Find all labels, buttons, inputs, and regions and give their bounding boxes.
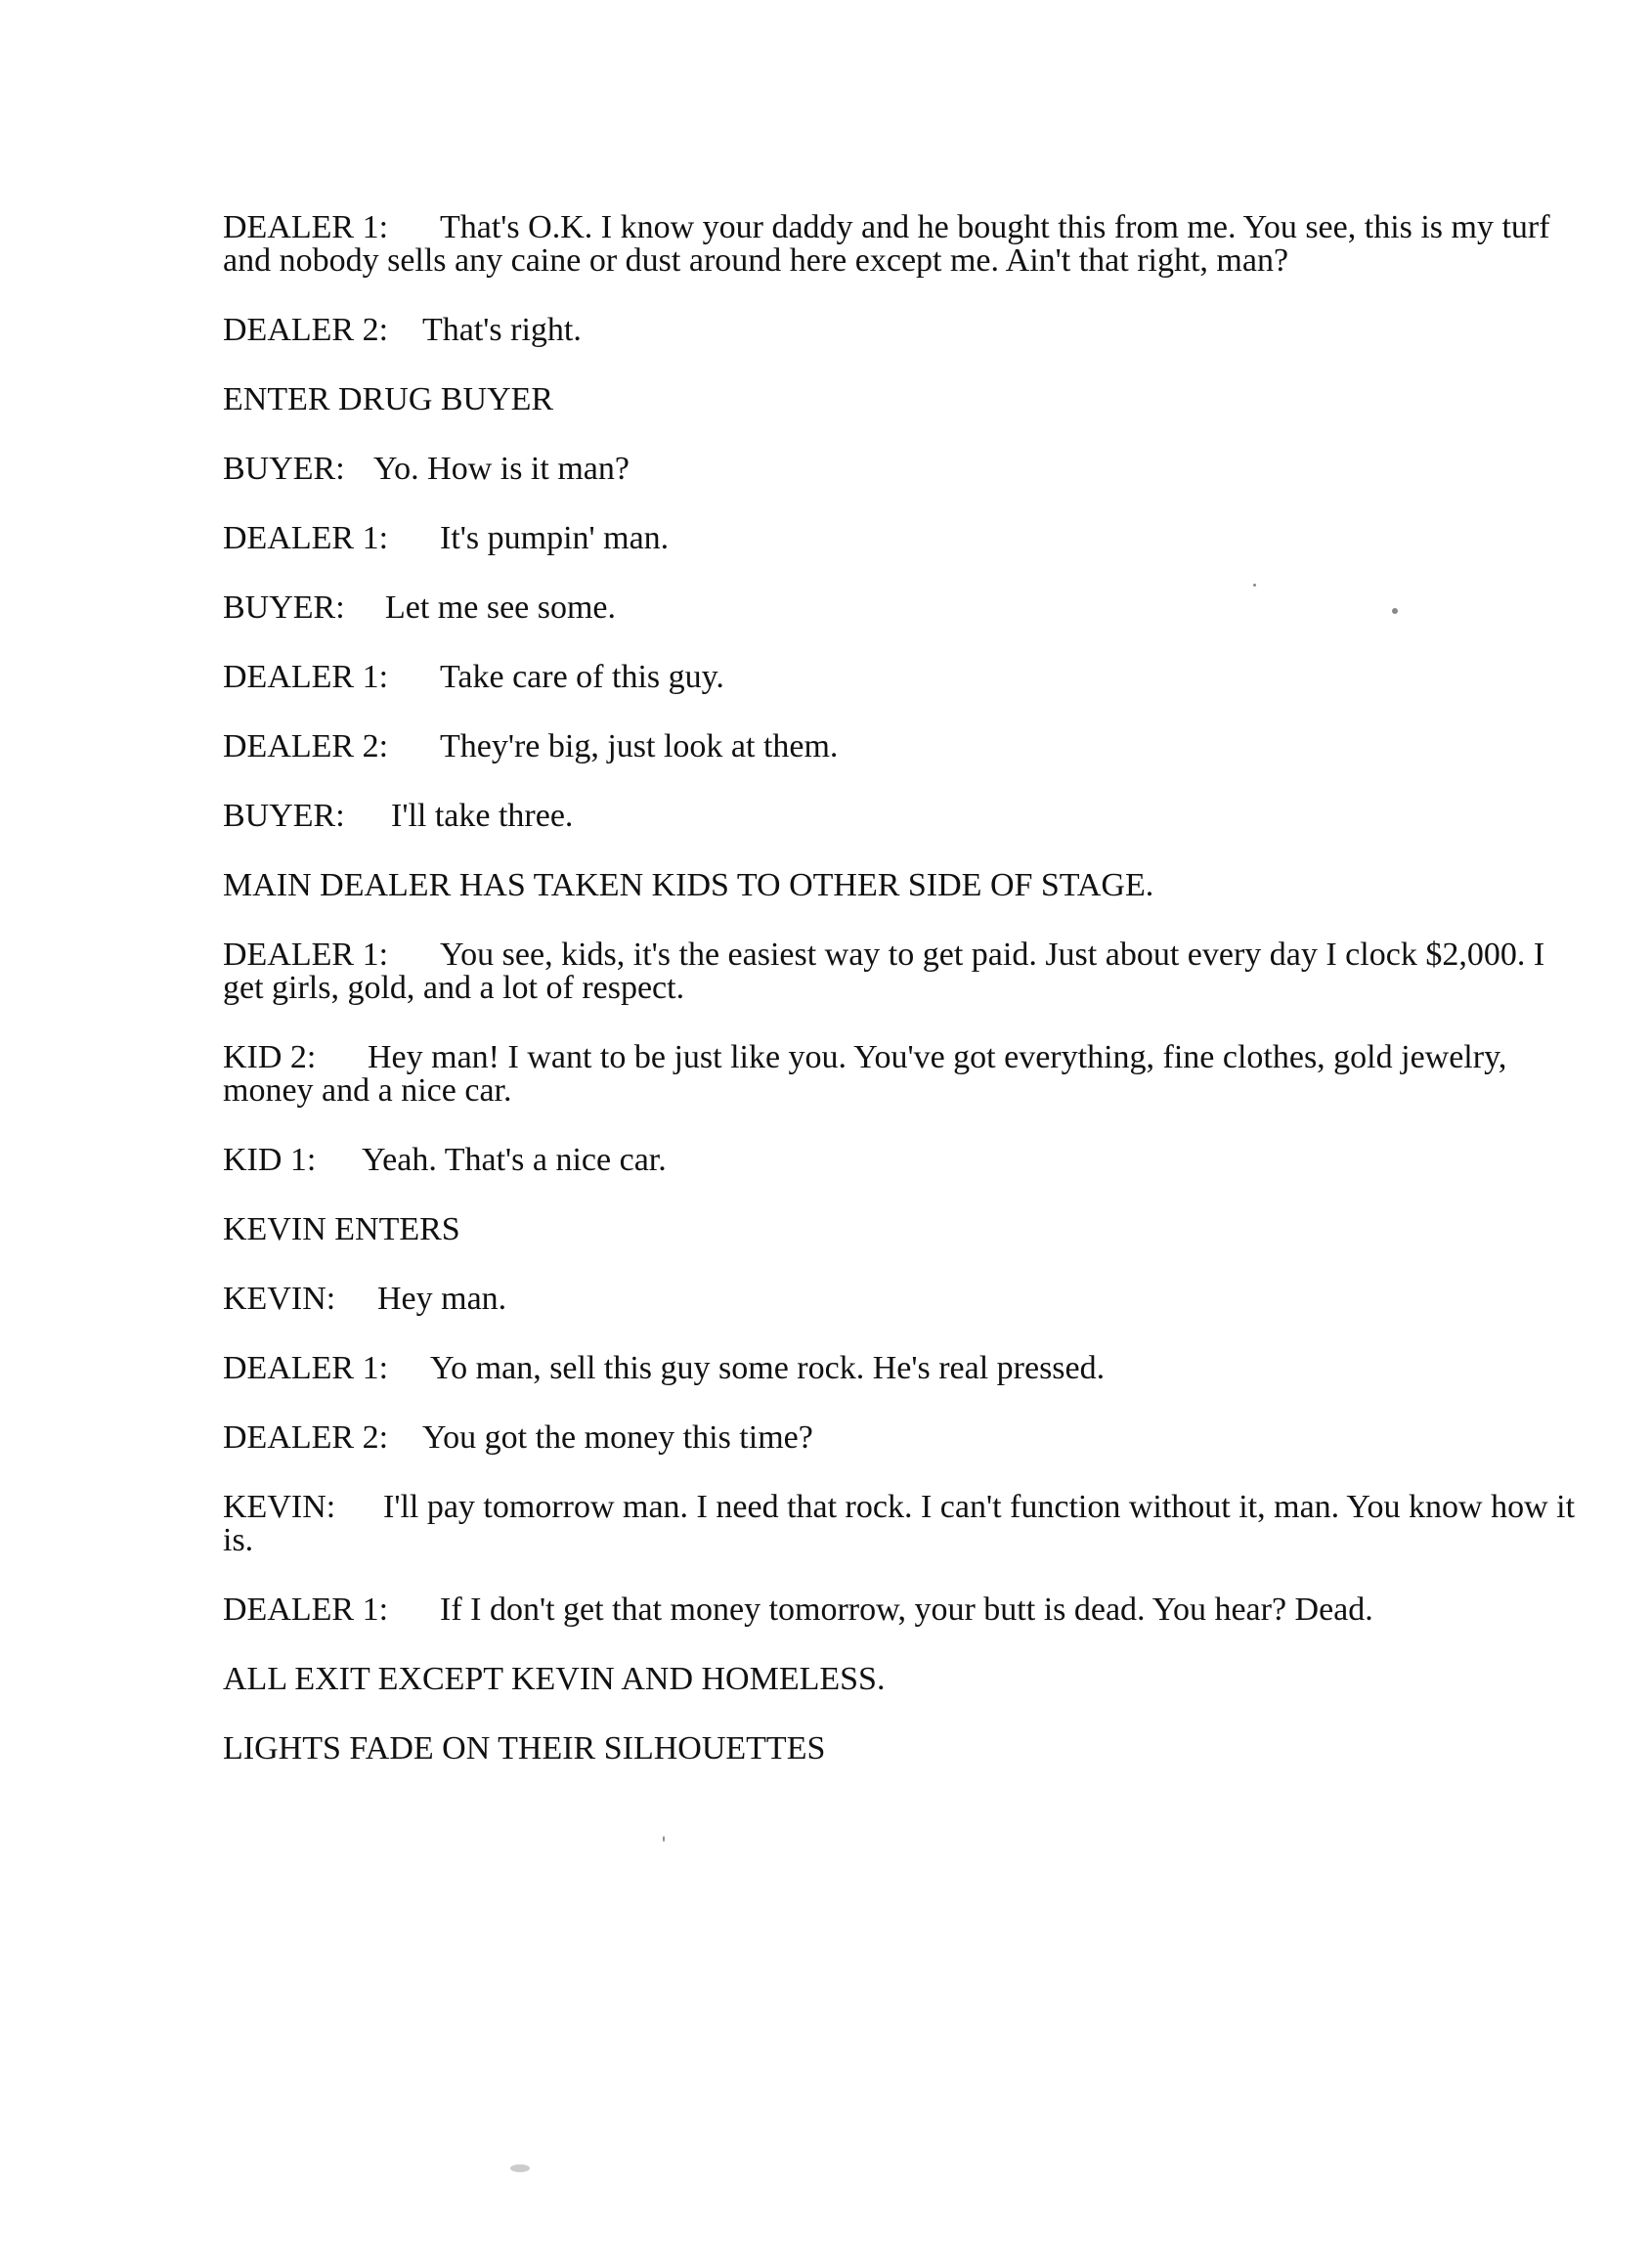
script-body [223, 211, 1591, 1802]
dialogue-text: I'll take three. [391, 798, 574, 834]
speaker-name: KEVIN: [223, 1489, 336, 1525]
dialogue-line [223, 1352, 1591, 1385]
dialogue-line [223, 938, 1591, 1005]
speaker-name: DEALER 2: [223, 728, 389, 764]
dialogue-text: That's O.K. I know your daddy and he bought this from me. You see, this is my turf and nobody sells any caine or dust around here except me. Ain't that right, man? [223, 209, 1550, 279]
speaker-name: DEALER 1: [223, 659, 389, 695]
dialogue-text: I'll pay tomorrow man. I need that rock. I can't function without it, man. You know how it is. [223, 1489, 1576, 1558]
dialogue-text: It's pumpin' man. [440, 520, 670, 556]
speaker-name: DEALER 1: [223, 209, 389, 245]
dialogue-text: Yeah. That's a nice car. [362, 1142, 667, 1178]
dialogue-line [223, 1491, 1591, 1557]
dialogue-text: Yo man, sell this guy some rock. He's real pressed. [430, 1350, 1106, 1386]
stage-direction: KEVIN ENTERS [223, 1211, 460, 1247]
dialogue-line [223, 591, 1591, 625]
dialogue-text: You see, kids, it's the easiest way to get paid. Just about every day I clock $2,000. I get girls, gold, and a lot of respect. [223, 937, 1545, 1006]
dialogue-line [223, 522, 1591, 555]
dialogue-text: If I don't get that money tomorrow, your butt is dead. You hear? Dead. [440, 1592, 1373, 1628]
speaker-name: DEALER 2: [223, 1419, 389, 1456]
scan-speck [663, 1836, 665, 1842]
scan-speck [510, 2164, 530, 2172]
dialogue-line [223, 211, 1591, 278]
dialogue-line [223, 730, 1591, 763]
dialogue-text: Let me see some. [385, 589, 617, 626]
speaker-name: BUYER: [223, 798, 345, 834]
speaker-name: DEALER 2: [223, 312, 389, 348]
dialogue-text: They're big, just look at them. [440, 728, 839, 764]
speaker-name: DEALER 1: [223, 520, 389, 556]
stage-direction: ENTER DRUG BUYER [223, 381, 554, 417]
dialogue-line [223, 314, 1591, 347]
speaker-name: DEALER 1: [223, 1350, 389, 1386]
speaker-name: BUYER: [223, 451, 345, 487]
scan-speck [1392, 608, 1398, 614]
stage-direction: MAIN DEALER HAS TAKEN KIDS TO OTHER SIDE OF STAGE. [223, 867, 1154, 903]
speaker-name: BUYER: [223, 589, 345, 626]
dialogue-text: Take care of this guy. [440, 659, 724, 695]
dialogue-text: Hey man. [377, 1281, 507, 1317]
speaker-name: KEVIN: [223, 1281, 336, 1317]
scan-speck [1253, 584, 1256, 587]
dialogue-line [223, 1144, 1591, 1177]
speaker-name: DEALER 1: [223, 1592, 389, 1628]
dialogue-line [223, 1283, 1591, 1316]
dialogue-text: Yo. How is it man? [373, 451, 630, 487]
speaker-name: KID 1: [223, 1142, 317, 1178]
speaker-name: DEALER 1: [223, 937, 389, 973]
speaker-name: KID 2: [223, 1039, 317, 1075]
stage-direction: LIGHTS FADE ON THEIR SILHOUETTES [223, 1730, 826, 1766]
dialogue-line [223, 1421, 1591, 1455]
dialogue-line [223, 1041, 1591, 1108]
stage-direction: ALL EXIT EXCEPT KEVIN AND HOMELESS. [223, 1661, 886, 1697]
dialogue-text: That's right. [422, 312, 582, 348]
dialogue-line [223, 800, 1591, 833]
dialogue-line [223, 661, 1591, 694]
dialogue-line [223, 453, 1591, 486]
dialogue-text: Hey man! I want to be just like you. You've got everything, fine clothes, gold jewelry, money and a nice car. [223, 1039, 1507, 1109]
dialogue-text: You got the money this time? [422, 1419, 813, 1456]
dialogue-line [223, 1593, 1591, 1627]
